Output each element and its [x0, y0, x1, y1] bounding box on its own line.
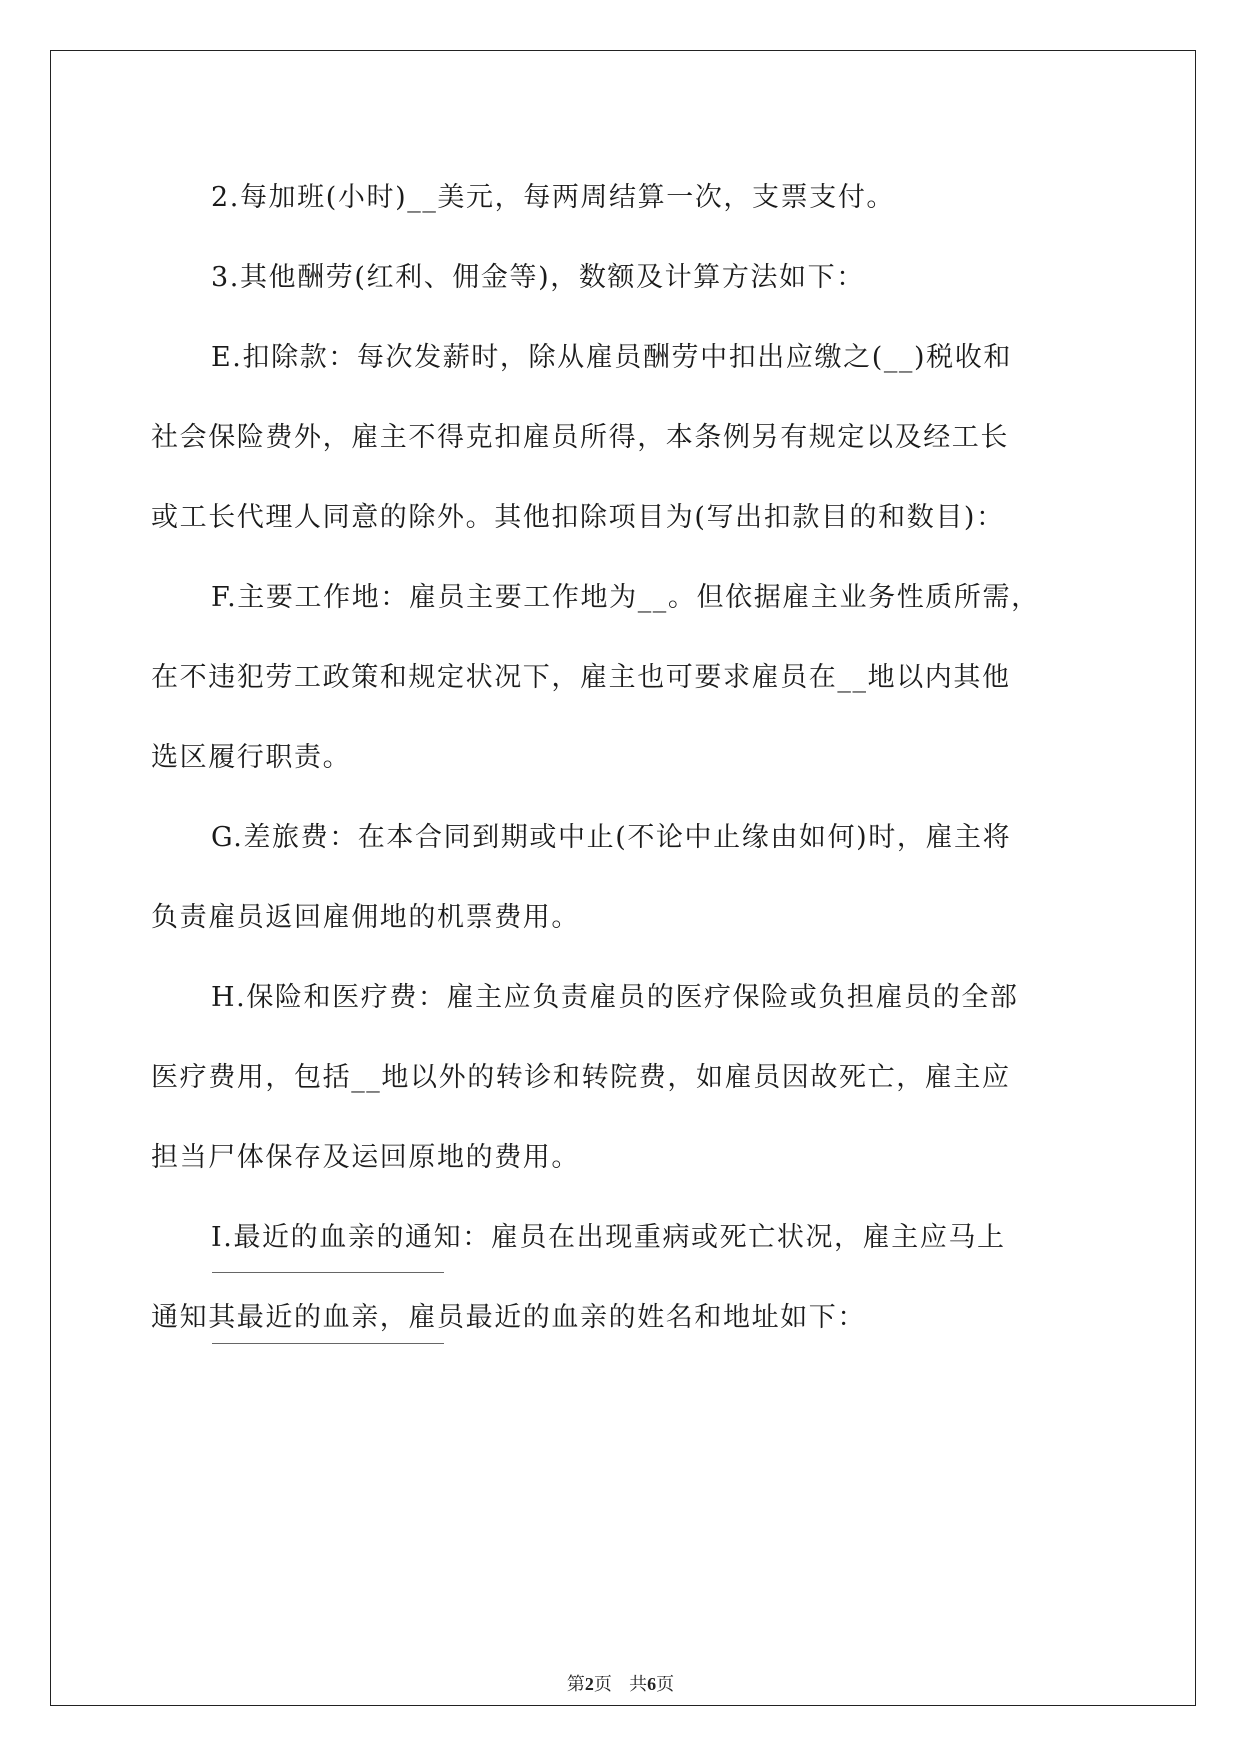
text-line: E.扣除款：每次发薪时，除从雇员酬劳中扣出应缴之(__)税收和 — [211, 342, 1012, 373]
text-line: 或工长代理人同意的除外。其他扣除项目为(写出扣款目的和数目)： — [151, 502, 1005, 533]
fill-in-blank-line — [212, 1272, 444, 1273]
text-line: 担当尸体保存及运回原地的费用。 — [151, 1142, 580, 1173]
text-line: 负责雇员返回雇佣地的机票费用。 — [151, 902, 580, 933]
text-line: 通知其最近的血亲，雇员最近的血亲的姓名和地址如下： — [151, 1302, 866, 1333]
document-body — [151, 158, 1091, 1358]
footer-prefix: 第 — [566, 1674, 585, 1695]
text-line: F.主要工作地：雇员主要工作地为__。但依据雇主业务性质所需， — [211, 582, 1040, 613]
total-pages: 6 — [647, 1674, 657, 1694]
page-footer — [0, 1670, 1241, 1696]
text-line: 2.每加班(小时)__美元，每两周结算一次，支票支付。 — [211, 182, 896, 213]
text-line: 社会保险费外，雇主不得克扣雇员所得，本条例另有规定以及经工长 — [151, 422, 1009, 453]
text-line: 3.其他酬劳(红利、佣金等)，数额及计算方法如下： — [211, 262, 865, 293]
text-line: 选区履行职责。 — [151, 742, 352, 773]
text-line: H.保险和医疗费：雇主应负责雇员的医疗保险或负担雇员的全部 — [211, 982, 1019, 1013]
page-number: 2 — [584, 1674, 594, 1694]
footer-total-suffix: 页 — [656, 1674, 675, 1695]
footer-total-prefix: 共 — [629, 1674, 648, 1695]
text-line: G.差旅费：在本合同到期或中止(不论中止缘由如何)时，雇主将 — [211, 822, 1012, 853]
text-line: 医疗费用，包括__地以外的转诊和转院费，如雇员因故死亡，雇主应 — [151, 1062, 1011, 1093]
fill-in-blank-line — [212, 1343, 444, 1344]
footer-page-suffix: 页 — [593, 1674, 612, 1695]
text-line: I.最近的血亲的通知：雇员在出现重病或死亡状况，雇主应马上 — [211, 1222, 1006, 1253]
text-line: 在不违犯劳工政策和规定状况下，雇主也可要求雇员在__地以内其他 — [151, 662, 1011, 693]
